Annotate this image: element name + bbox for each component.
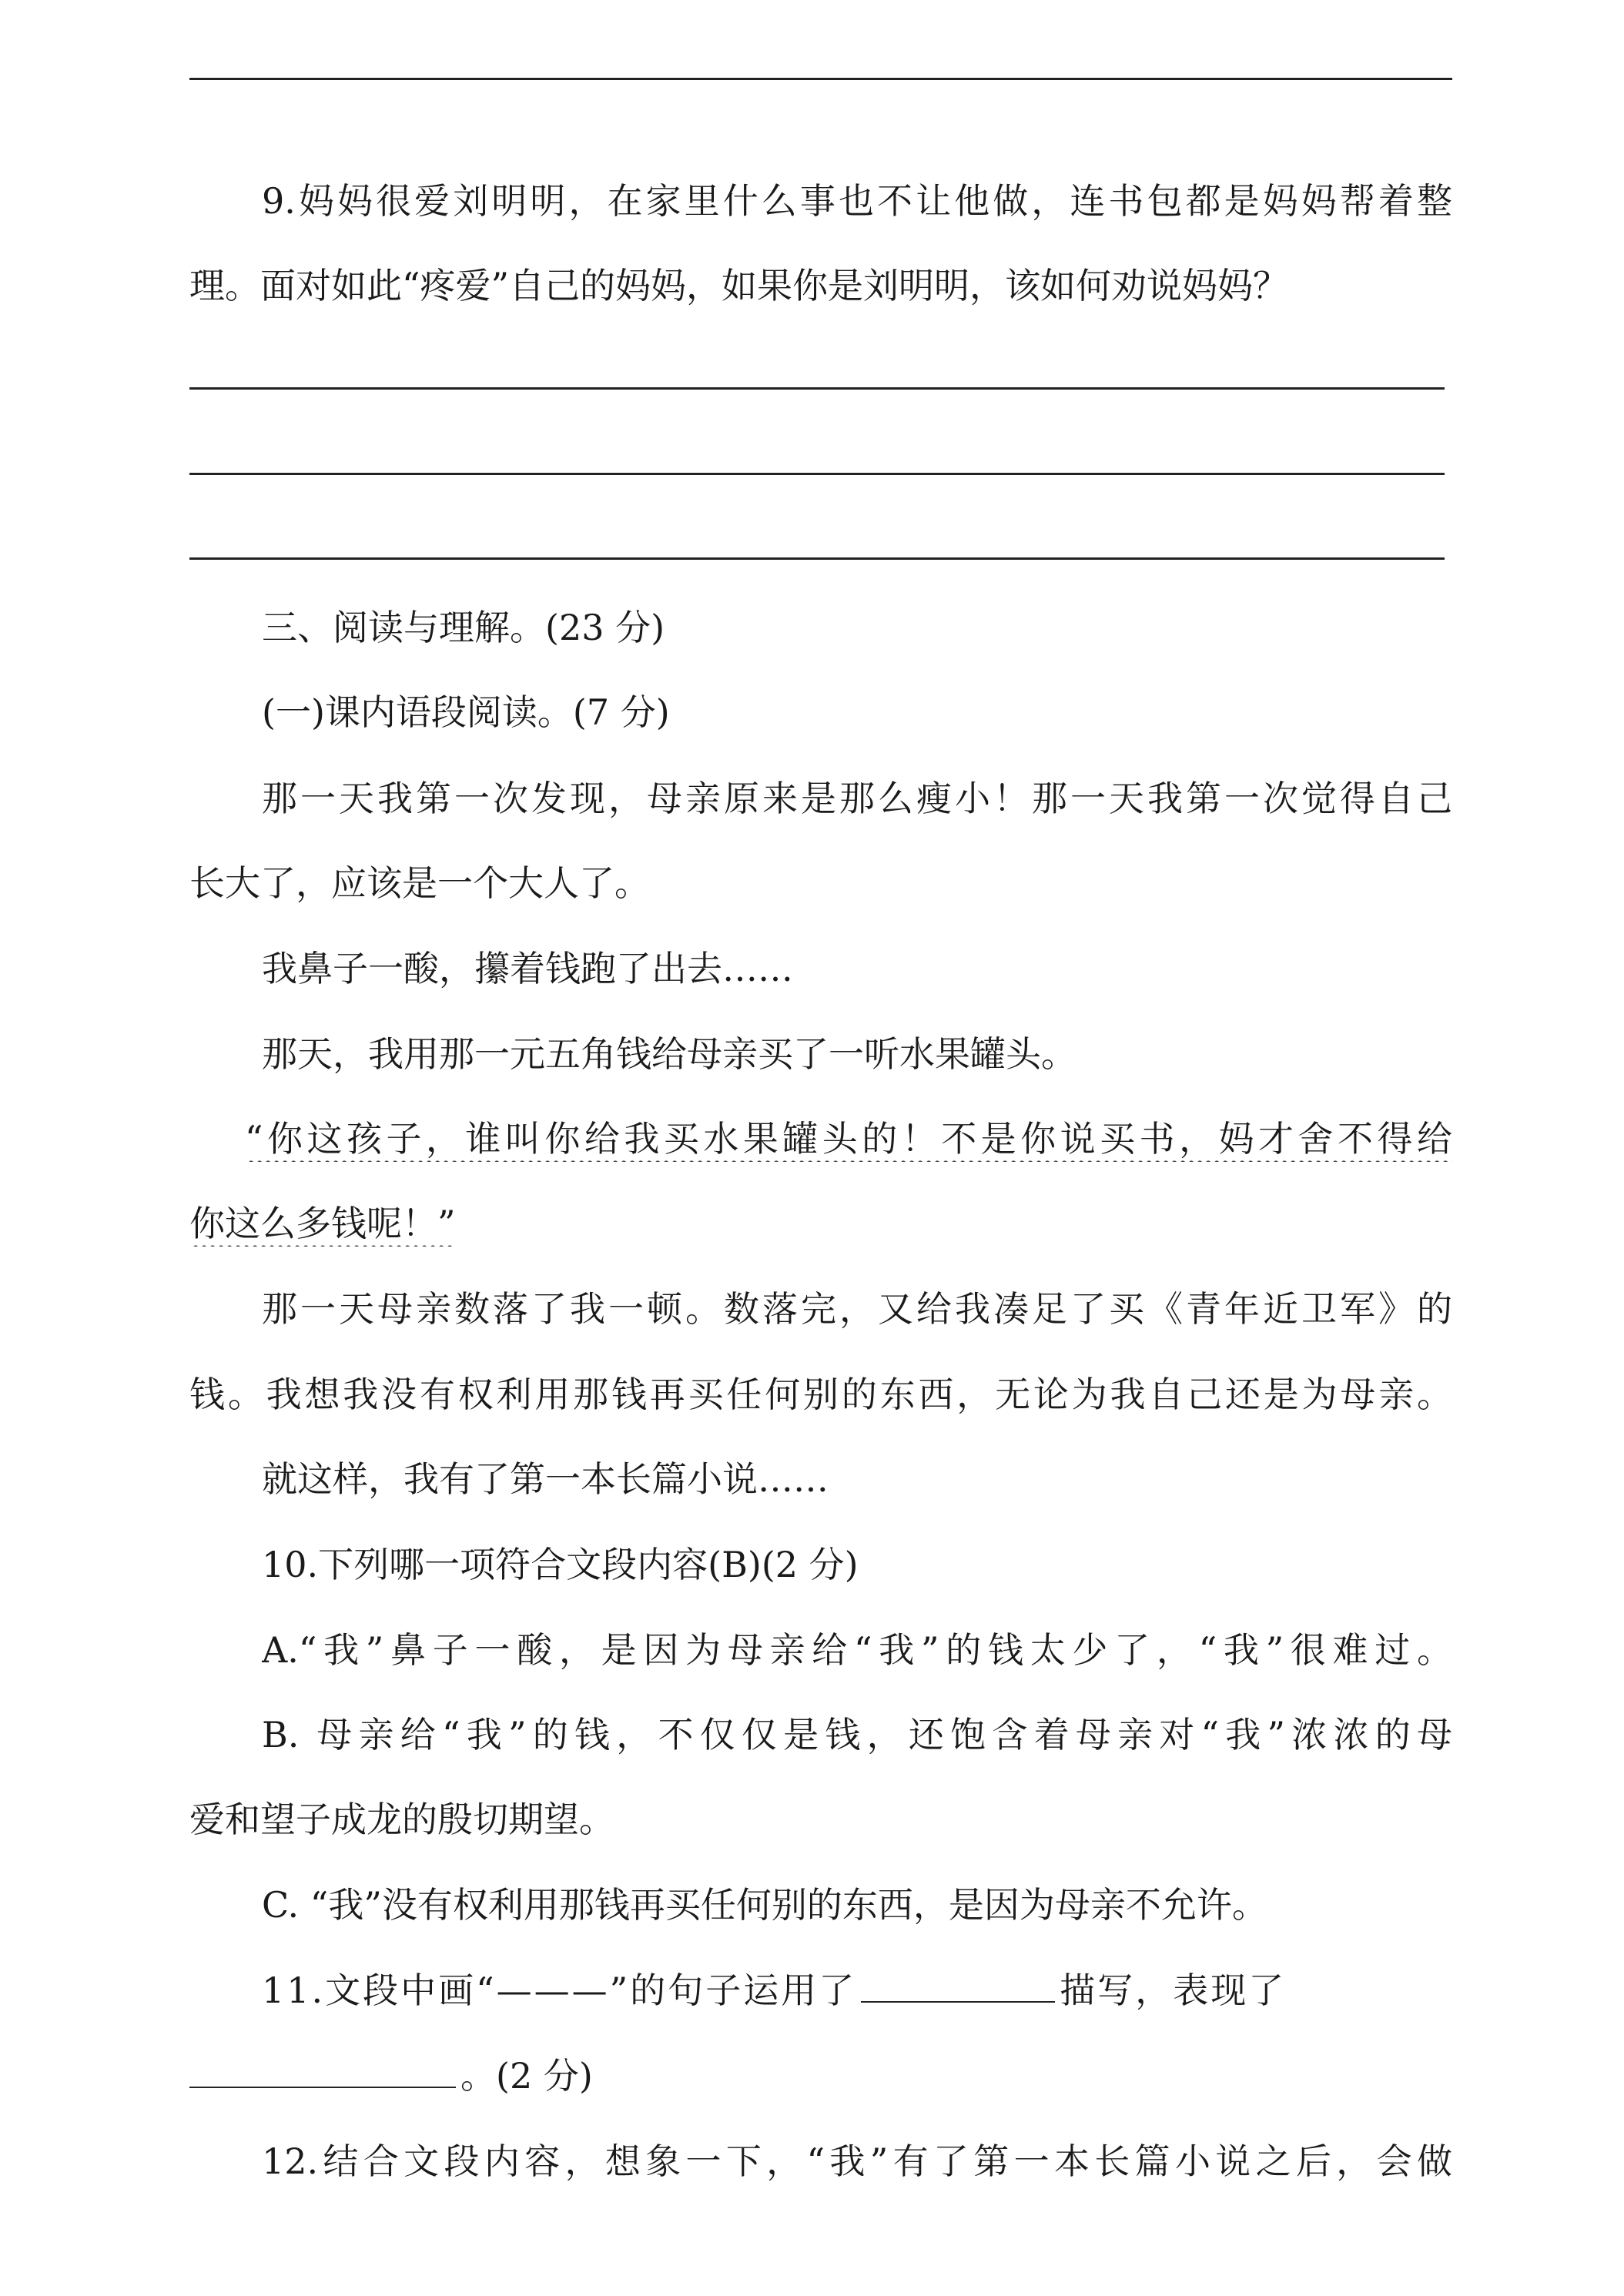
q11-line-1: [262, 1967, 1452, 2013]
q11-text-1: 11.文段中画“———”的句子运用了: [262, 1970, 857, 2011]
answer-line-1[interactable]: [189, 387, 1445, 390]
answer-line-2[interactable]: [189, 473, 1445, 475]
q11-line-2: [189, 2053, 1452, 2099]
q11-blank-2[interactable]: [189, 2053, 456, 2088]
q9-line-2: 理。面对如此“疼爱”自己的妈妈，如果你是刘明明，该如何劝说妈妈？: [189, 265, 1289, 306]
answer-line-3[interactable]: [189, 557, 1445, 560]
q10-stem: 10.下列哪一项符合文段内容(B)(2 分): [262, 1544, 859, 1585]
subsection-title: (一)课内语段阅读。(7 分): [262, 691, 670, 733]
q10-option-b-line-1: B. 母亲给“我”的钱，不仅仅是钱，还饱含着母亲对“我”浓浓的母: [262, 1714, 1452, 1755]
passage-p2: 我鼻子一酸，攥着钱跑了出去……: [262, 948, 793, 989]
passage-p3: 那天，我用那一元五角钱给母亲买了一听水果罐头。: [262, 1033, 1077, 1075]
passage-p6: 就这样，我有了第一本长篇小说……: [262, 1458, 829, 1500]
q10-option-b-line-2: 爱和望子成龙的殷切期望。: [189, 1799, 614, 1840]
wavy-underlined-sentence: “你这孩子，谁叫你给我买水果罐头的！不是你说买书，妈才舍不得给: [245, 1118, 1452, 1160]
top-rule: [189, 78, 1452, 80]
passage-p4-line-1: [245, 1116, 1452, 1162]
q12-line-1: 12.结合文段内容，想象一下，“我”有了第一本长篇小说之后，会做: [262, 2140, 1452, 2182]
q11-text-2: 描写，表现了: [1060, 1970, 1287, 2011]
passage-p1-line-2: 长大了，应该是一个大人了。: [189, 862, 650, 904]
q11-text-3: 。(2 分): [460, 2055, 593, 2097]
passage-p4-line-2: [189, 1200, 1452, 1247]
passage-p5-line-2: 钱。我想我没有权利用那钱再买任何别的东西，无论为我自己还是为母亲。: [189, 1374, 1452, 1415]
q9-line-1: 9.妈妈很爱刘明明，在家里什么事也不让他做，连书包都是妈妈帮着整: [262, 180, 1452, 222]
passage-p1-line-1: 那一天我第一次发现，母亲原来是那么瘦小！那一天我第一次觉得自己: [262, 778, 1452, 819]
q10-option-c: C. “我”没有权利用那钱再买任何别的东西，是因为母亲不允许。: [262, 1884, 1267, 1926]
passage-p5-line-1: 那一天母亲数落了我一顿。数落完，又给我凑足了买《青年近卫军》的: [262, 1288, 1452, 1330]
section-title: 三、阅读与理解。(23 分): [262, 607, 665, 648]
q11-blank-1[interactable]: [861, 1967, 1055, 2003]
wavy-underlined-sentence-end: 你这么多钱呢！”: [189, 1203, 456, 1244]
q10-option-a: A.“我”鼻子一酸，是因为母亲给“我”的钱太少了，“我”很难过。: [262, 1629, 1452, 1671]
